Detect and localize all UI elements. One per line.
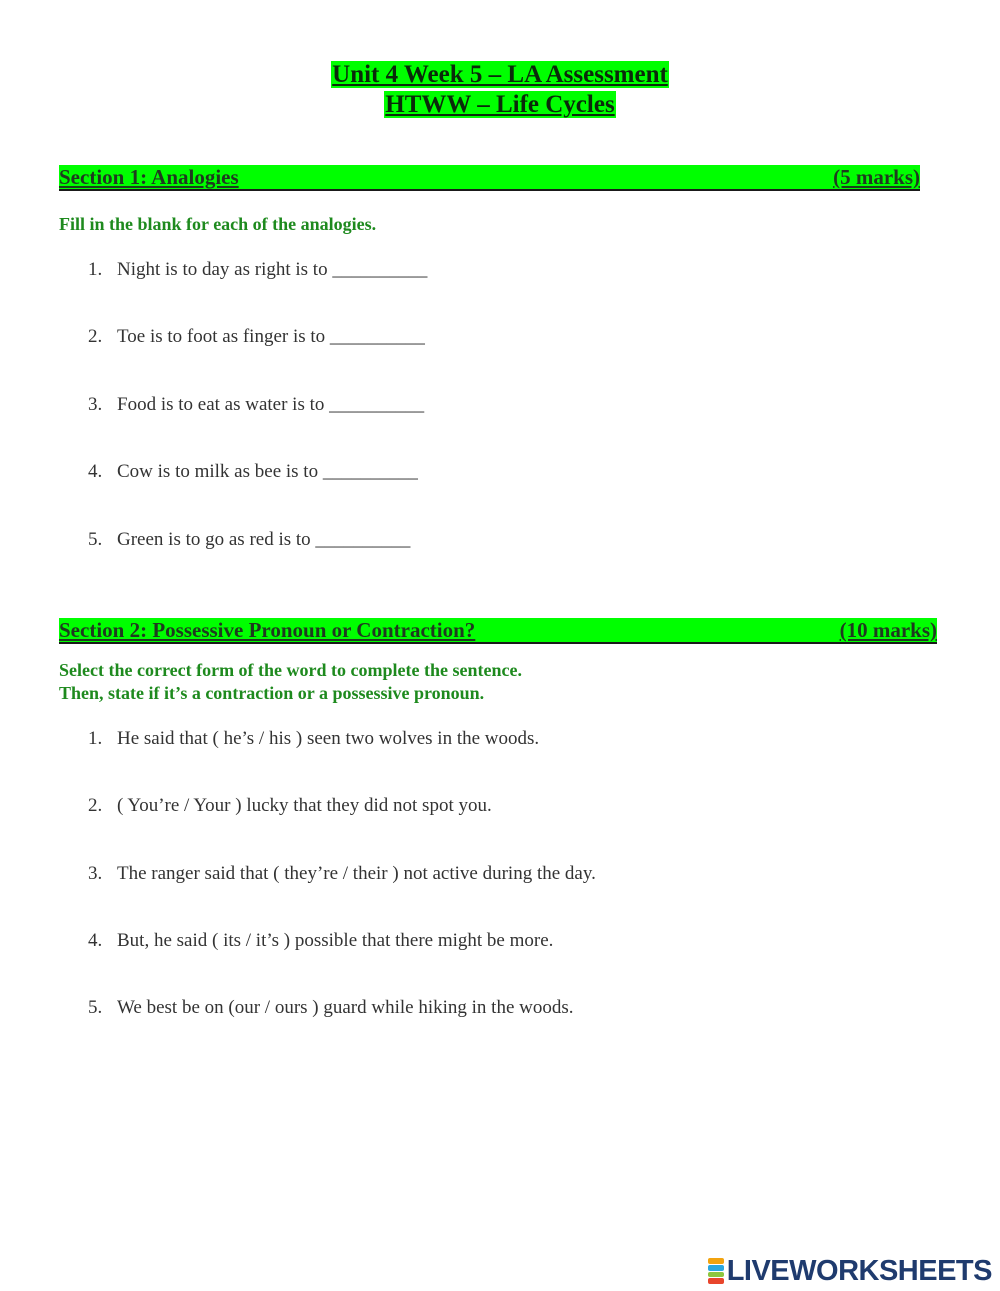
- section-2-instruction-2: Then, state if it’s a contraction or a possessive pronoun.: [59, 683, 485, 703]
- logo-block: [708, 1278, 724, 1284]
- section-2-instruction-1: Select the correct form of the word to complete the sentence.: [59, 660, 522, 680]
- logo-text: LIVEWORKSHEETS: [726, 1254, 992, 1287]
- section-2-title: Section 2: Possessive Pronoun or Contraction?: [59, 618, 476, 642]
- analogy-item: 2. Toe is to foot as finger is to __________: [88, 326, 425, 347]
- pronoun-item: 2. ( You’re / Your ) lucky that they did not spot you.: [88, 795, 492, 816]
- logo-block: [708, 1272, 724, 1278]
- section-1-instruction: Fill in the blank for each of the analogies.: [59, 214, 377, 234]
- analogy-item: 1. Night is to day as right is to __________: [88, 259, 428, 280]
- title-line-1: Unit 4 Week 5 – LA Assessment: [332, 61, 668, 88]
- liveworksheets-logo: [708, 1254, 992, 1288]
- title-line-2: HTWW – Life Cycles: [385, 91, 615, 118]
- analogy-item: 4. Cow is to milk as bee is to __________: [88, 461, 418, 482]
- logo-block: [708, 1265, 724, 1271]
- pronoun-item: 3. The ranger said that ( they’re / their ) not active during the day.: [88, 863, 596, 884]
- section-2-marks: (10 marks): [839, 618, 937, 642]
- pronoun-item: 1. He said that ( he’s / his ) seen two wolves in the woods.: [88, 728, 540, 749]
- analogy-item: 3. Food is to eat as water is to __________: [88, 394, 425, 415]
- pronoun-item: 4. But, he said ( its / it’s ) possible that there might be more.: [88, 930, 554, 951]
- pronoun-item: 5. We best be on (our / ours ) guard while hiking in the woods.: [88, 997, 574, 1018]
- logo-block: [708, 1258, 724, 1264]
- section-2-header: [59, 618, 937, 644]
- analogy-item: 5. Green is to go as red is to __________: [88, 529, 411, 550]
- section-1-title: Section 1: Analogies: [59, 165, 239, 189]
- section-1-marks: (5 marks): [833, 165, 920, 189]
- logo-mark-icon: [708, 1258, 724, 1284]
- section-1-header: [59, 165, 920, 191]
